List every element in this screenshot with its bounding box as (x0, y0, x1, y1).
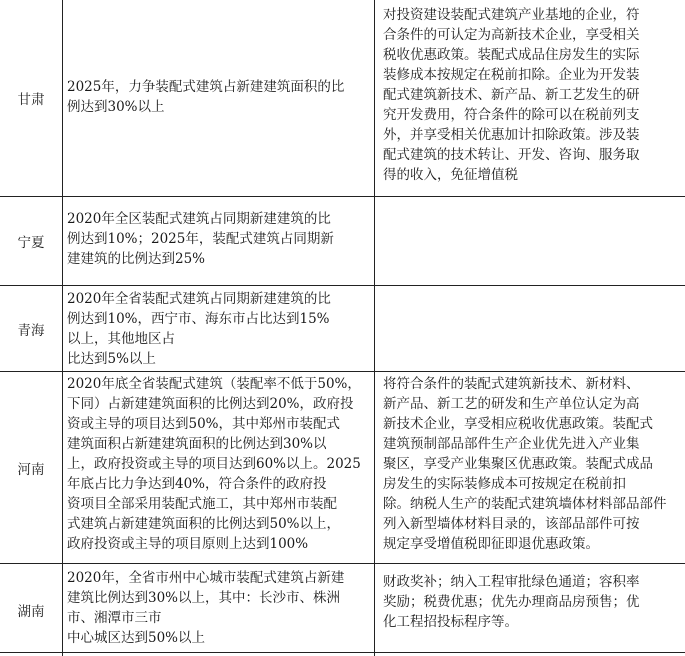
table-bottom-rule (0, 652, 685, 653)
goal-cell: 2020年全省装配式建筑占同期新建建筑的比 例达到10%，西宁市、海东市占比达到15% 以上，其他地区占 比达到5%以上 (67, 291, 331, 367)
province-cell: 宁夏 (17, 235, 45, 251)
goal-cell: 2020年底全省装配式建筑（装配率不低于50%， 下同）占新建建筑面积的比例达到20%，政府投 资或主导的项目达到50%，其中郑州市装配式 建筑面积占新建建筑面积的比例达到30%以 上，政府投资或主导的项目达到60%以上。2025 年底占比力争达到40%，符合条件的政府投 资项目全部采用装配式施工，其中郑州市装配 式建筑占新建建筑面积的比例达到50%以上， 政府投资或主导的项目原则上达到100% (67, 376, 361, 552)
province-cell: 河南 (17, 461, 45, 478)
table-row (0, 286, 685, 372)
policy-cell: 财政奖补；纳入工程审批绿色通道；容积率 奖励；税费优惠；优先办理商品房预售；优 化工程招投标程序等。 (383, 574, 640, 630)
goal-cell: 2020年，全省市州中心城市装配式建筑占新建 建筑比例达到30%以上，其中：长沙市、株洲 市、湘潭市三市 中心城区达到50%以上 (67, 570, 345, 646)
table-row (0, 0, 685, 197)
province-cell: 青海 (17, 322, 45, 339)
province-cell: 甘肃 (17, 92, 45, 108)
table-row (0, 372, 685, 564)
table-row (0, 197, 685, 286)
policy-cell: 将符合条件的装配式建筑新技术、新材料、 新产品、新工艺的研发和生产单位认定为高 新技术企业，享受相应税收优惠政策。装配式 建筑预制部品部件生产企业优先进入产业集 聚区，享受产业集聚区优惠政策。装配式成品 房发生的实际装修成本可按规定在税前扣 除。纳税人生产的装配式建筑墙体材料部品部件 列入新型墙体材料目录的，该部品部件可按 规定享受增值税即征即退优惠政策。 (383, 376, 667, 552)
goal-cell: 2025年，力争装配式建筑占新建建筑面积的比 例达到30%以上 (67, 79, 345, 115)
province-cell: 湖南 (17, 604, 45, 620)
goal-cell: 2020年全区装配式建筑占同期新建建筑的比 例达到10%；2025年，装配式建筑占同期新 建建筑的比例达到25% (67, 211, 334, 267)
policy-cell: 对投资建设装配式建筑产业基地的企业，符 合条件的可认定为高新技术企业，享受相关 税收优惠政策。装配式成品住房发生的实际 装修成本按规定在税前扣除。企业为开发装 配式建筑新技术、新产品、新工艺发生的研 究开发费用，符合条件的除可以在税前列支 外，并享受相关优惠加计扣除政策。涉及装 配式建筑的技术转让、开发、咨询、服务取 得的收入，免征增值税 (383, 7, 640, 183)
table-row (0, 564, 685, 656)
